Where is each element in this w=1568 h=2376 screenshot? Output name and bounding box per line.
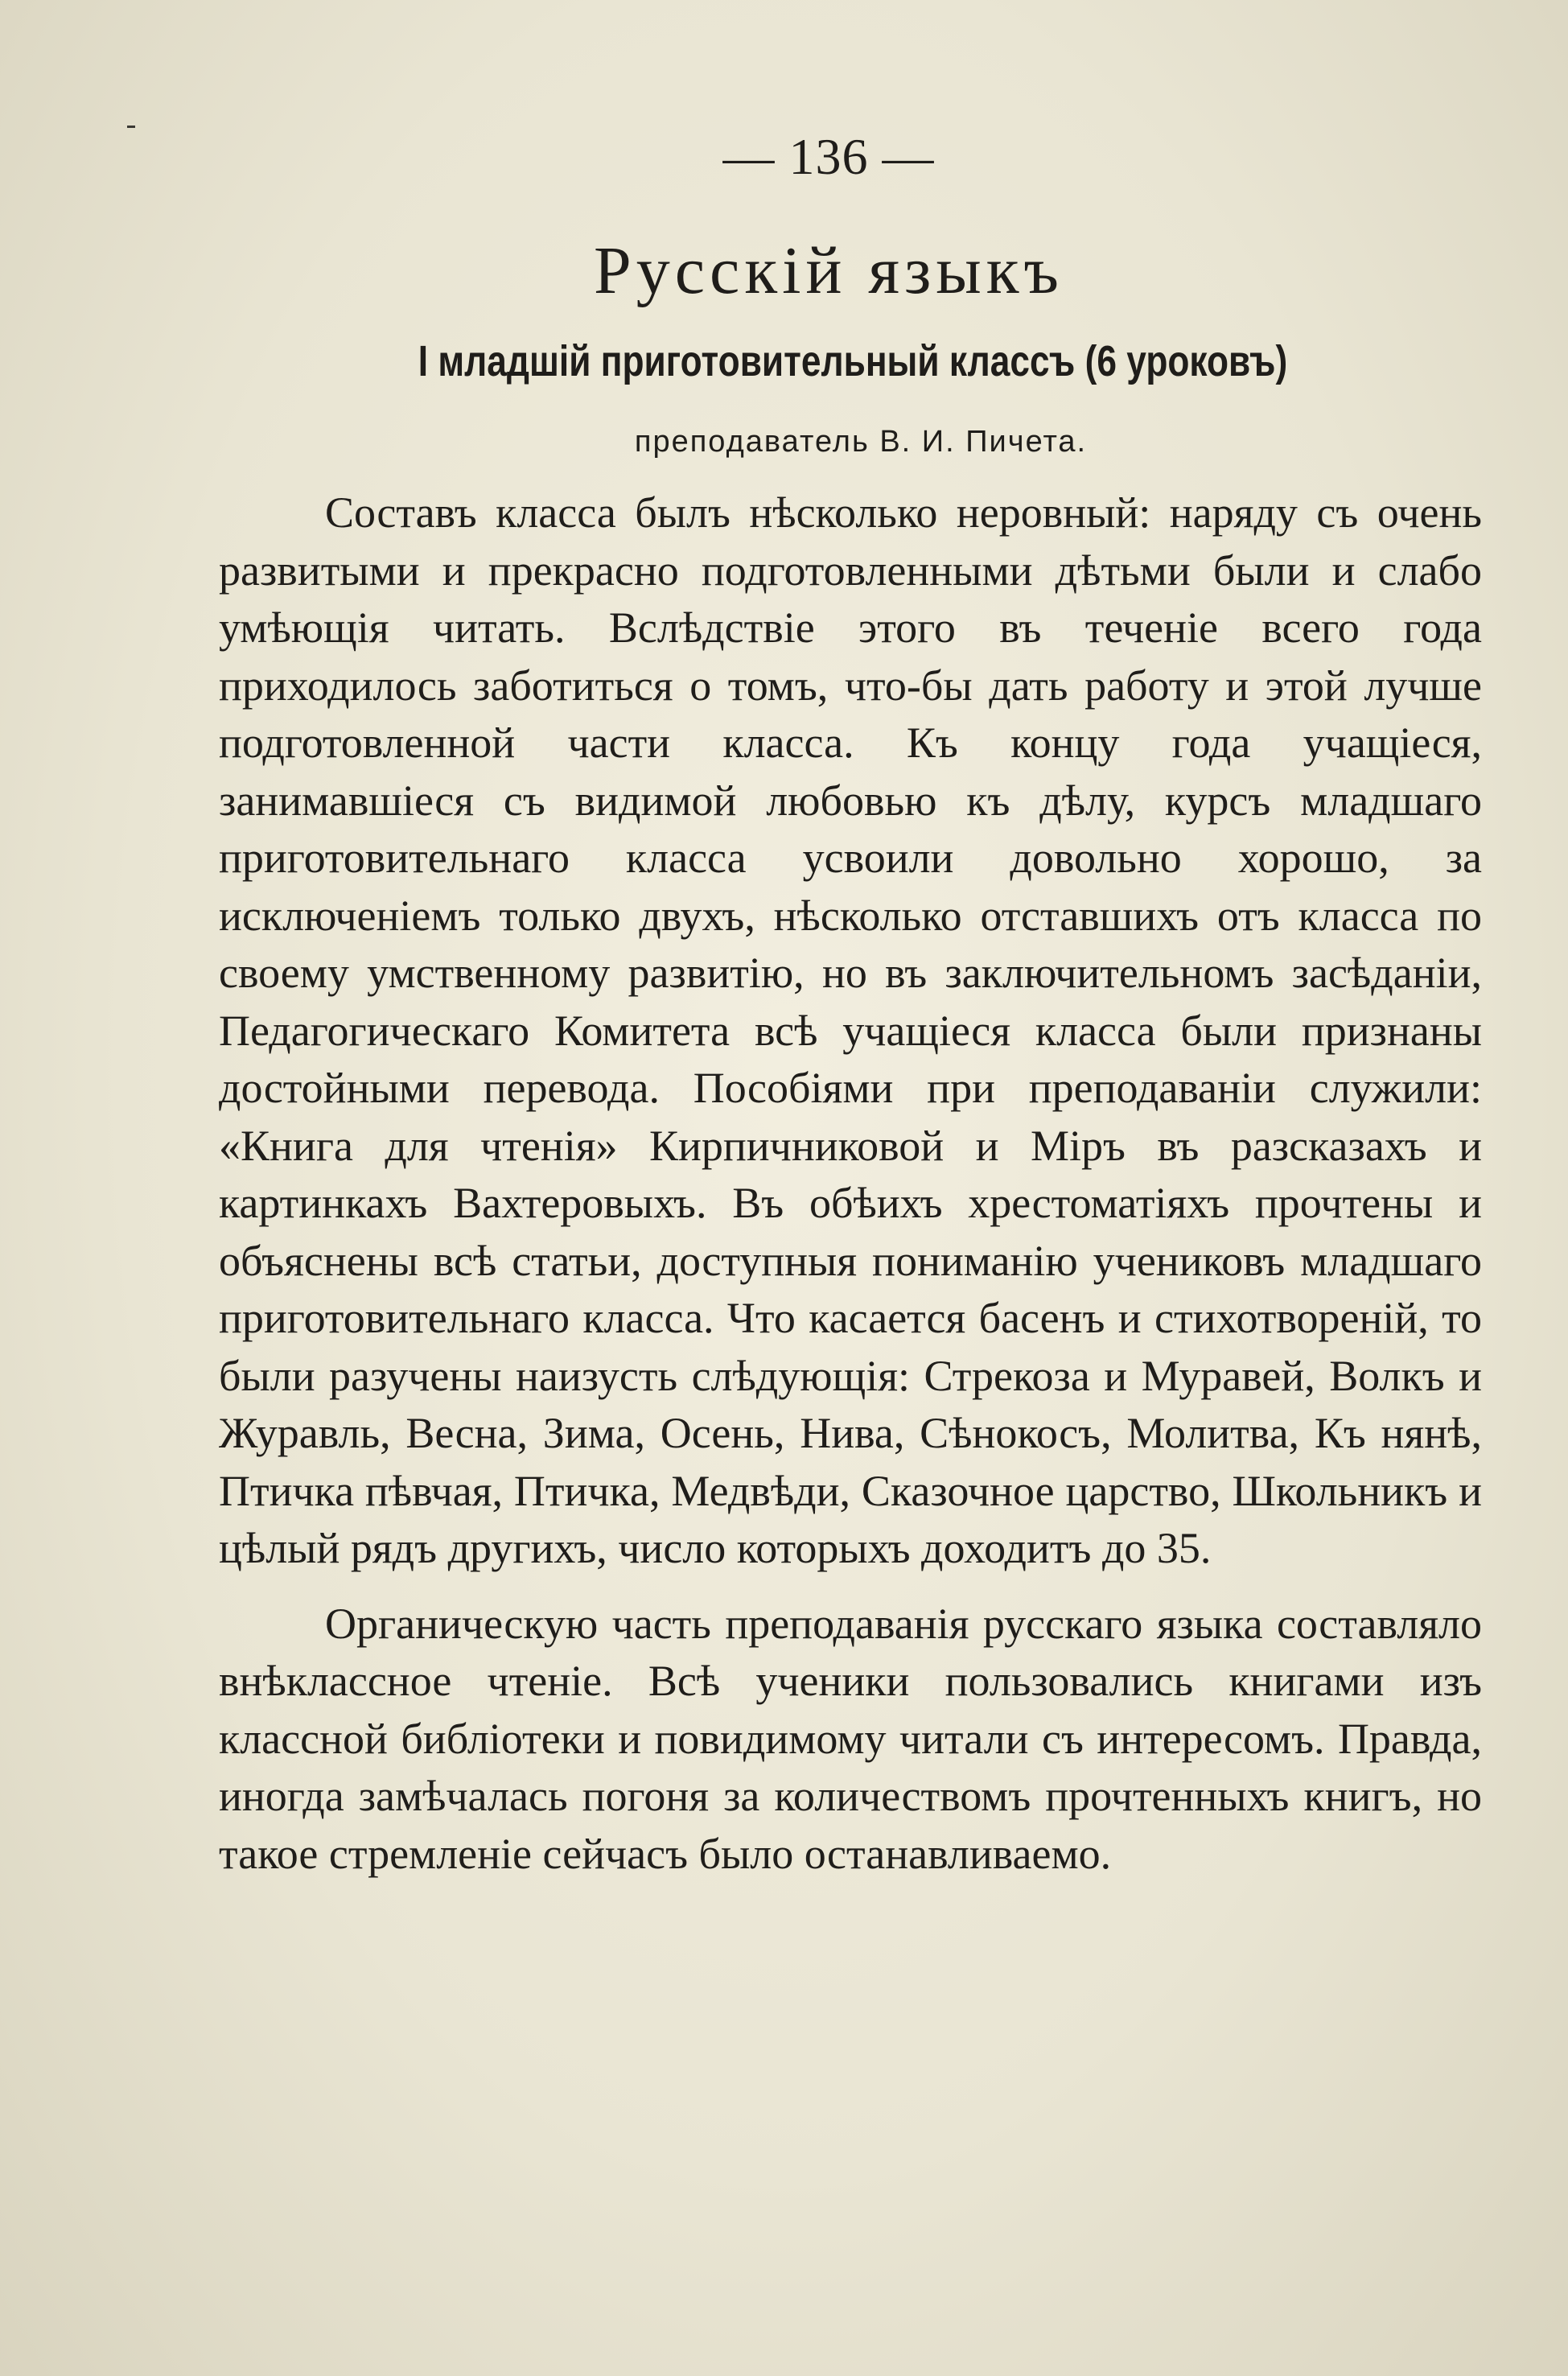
teacher-line: преподаватель В. И. Пичета. <box>634 425 1088 459</box>
page-number: — 136 — <box>722 128 935 185</box>
section-subtitle: I младшій приготовительный классъ (6 уроковъ) <box>418 337 1288 385</box>
paragraph-1: Составъ класса былъ нѣсколько неровный: наряду съ очень развитыми и прекрасно подготовленными дѣтьми были и слабо умѣющія читать. Вслѣдствіе этого въ теченіе всего года приходилось заботиться о томъ, что-бы дать работу и этой лучше подготовленной части класса. Къ концу года учащіеся, занимавшіеся съ видимой любовью къ дѣлу, курсъ младшаго приготовительнаго класса усвоили довольно хорошо, за исключеніемъ только двухъ, нѣсколько отставшихъ отъ класса по своему умственному развитію, но въ заключительномъ засѣданіи, Педагогическаго Комитета всѣ учащіеся класса были признаны достойными перевода. Пособіями при преподаваніи служили: «Книга для чтенія» Кирпичниковой и Міръ въ разсказахъ и картинкахъ Вахтеровыхъ. Въ обѣихъ хрестоматіяхъ прочтены и объяснены всѣ статьи, доступныя пониманію учениковъ младшаго приготовительнаго класса. Что касается басенъ и стихотвореній, то были разучены наизусть слѣдующія: Стрекоза и Муравей, Волкъ и Журавль, Весна, Зима, Осень, Нива, Сѣнокосъ, Молитва, Къ нянѣ, Птичка пѣвчая, Птичка, Медвѣди, Сказочное царство, Школьникъ и цѣлый рядъ другихъ, число которыхъ доходитъ до 35. <box>219 488 1482 1572</box>
page-title: Русскій языкъ <box>594 233 1064 308</box>
body-text <box>219 484 1482 1883</box>
paragraph-2: Органическую часть преподаванія русскаго языка составляло внѣклассное чтеніе. Всѣ ученики пользовались книгами изъ классной библіотеки и повидимому читали съ интересомъ. Правда, иногда замѣчалась погоня за количествомъ прочтенныхъ книгъ, но такое стремленіе сейчасъ было останавливаемо. <box>219 1599 1482 1878</box>
